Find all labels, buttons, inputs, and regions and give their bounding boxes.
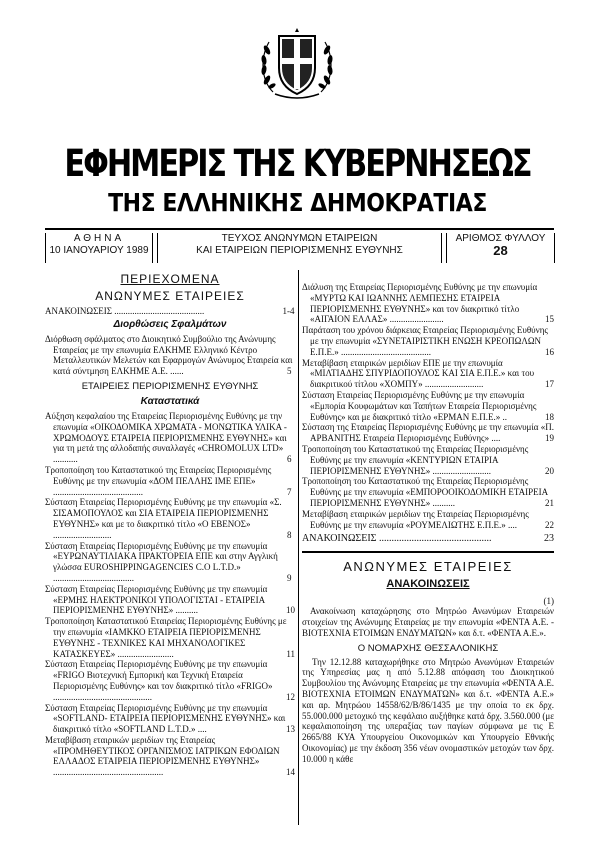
item-number: (1) — [543, 596, 554, 607]
notice-title: Ανακοίνωση καταχώρησης στο Μητρώο Ανωνύμων Εταιρειών στοιχείων της Ανώνυμης Εταιρείας με την επωνυμία «ΦΕΝΤΑ Α.Ε. - ΒΙΟΤΕΧΝΙΑ ΕΤΟΙΜΩΝ ΕΝΔΥΜΑΤΩΝ» και δ.τ. «ΦΕΝΤΑ Α.Ε.». — [302, 606, 554, 638]
toc-entry-text: Διάλυση της Εταιρείας Περιορισμένης Ευθύνης με την επωνυμία «ΜΥΡΤΩ ΚΑΙ ΙΩΑΝΝΗΣ ΛΕΜΠΕΣΗΣ ΕΤΑΙΡΕΙΑ ΠΕΡΙΟΡΙΣΜΕΝΗΣ ΕΥΘΥΝΗΣ» και τον διακριτικό τίτλο «ΑΙΓΑΙΟΝ ΕΛΛΑΣ» ........................ — [302, 282, 538, 325]
toc-entry-text: Σύσταση Εταιρείας Περιορισμένης Ευθύνης με την επωνυμία «ΕΥΡΩΝΑΥΤΙΛΙΑΚΑ ΠΡΑΚΤΟΡΕΙΑ ΕΠΕ και στην Αγγλική γλώσσα EUROSHIPPINGAGENCIES C.O L.T.D.» .................................... — [45, 540, 278, 583]
toc-entry[interactable] — [302, 422, 554, 444]
toc-entry-page: 21 — [545, 497, 554, 508]
toc-entry-page: 22 — [545, 519, 554, 530]
toc-entry[interactable] — [302, 358, 554, 390]
toc-entry-text: Σύσταση Εταιρείας Περιορισμένης Ευθύνης με την επωνυμία «FRIGO Βιοτεχνική Εμπορική και Τεχνική Εταιρεία Περιορισμένης Ευθύνης» και τον διακριτικό τίτλο «FRIGO» ............................................ — [45, 659, 273, 702]
toc-entry[interactable] — [302, 390, 554, 422]
toc-entry[interactable] — [302, 534, 554, 545]
toc-entry[interactable] — [302, 325, 554, 357]
toc-entry-text: Σύσταση Εταιρείας Περιορισμένης Ευθύνης με την επωνυμία «SOFTLAND- ΕΤΑΙΡΕΙΑ ΠΕΡΙΟΡΙΣΜΕΝΗΣ ΕΥΘΥΝΗΣ» και διακριτικό τίτλο «SOFTLAND L.T.D.» .... — [45, 702, 286, 735]
toc-entry-page: 12 — [286, 691, 295, 702]
toc-entry-text: Αύξηση κεφαλαίου της Εταιρείας Περιορισμένης Ευθύνης με την επωνυμία «ΟΙΚΟΔΟΜΙΚΑ ΧΡΩΜΑΤΑ - ΜΟΝΩΤΙΚΑ ΥΛΙΚΑ - ΧΡΩΜΟΔΟΥΣ ΕΤΑΙΡΕΙΑ ΠΕΡΙΟΡΙΣΜΕΝΗΣ ΕΥΘΥΝΗΣ» και για τη μετά της αλλοδαπής συναλλαγές «CHROMOLUX LTD» ........... — [45, 410, 287, 465]
issue-type-box — [157, 233, 442, 263]
toc-entry[interactable] — [302, 476, 554, 508]
toc-errata-heading: Διορθώσεις Σφαλμάτων — [113, 318, 227, 330]
toc-entry[interactable]: Τροποποίηση του Καταστατικού της Εταιρείας Περιορισμένης Ευθύνης με την επωνυμία «ΔΟΜ ΠΕΛΛΗΣ ΙΜΕ ΕΠΕ» ........................................ 7 — [45, 464, 292, 497]
toc-entry-text: Μεταβίβαση εταιρικών μεριδίων της Εταιρείας «ΠΡΟΜΗΘΕΥΤΙΚΟΣ ΟΡΓΑΝΙΣΜΟΣ ΙΑΤΡΙΚΩΝ ΕΦΟΔΙΩΝ ΕΛΛΑΔΟΣ ΕΤΑΙΡΕΙΑ ΠΕΡΙΟΡΙΣΜΕΝΗΣ ΕΥΘΥΝΗΣ» ................................................. — [45, 734, 280, 778]
toc-entry-text: Μεταβίβαση εταιρικών μεριδίων της Εταιρείας Περιορισμένης Ευθύνης με την επωνυμία «ΡΟΥΜΕΛΙΩΤΗΣ Ε.Π.Ε.» .... — [302, 508, 529, 530]
masthead-title: ΕΦΗΜΕΡΙΣ ΤΗΣ ΚΥΒΕΡΝΗΣΕΩΣ — [64, 142, 531, 185]
city-label: ΑΘΗΝΑ — [73, 233, 125, 244]
toc-sa-heading: ΑΝΩΝΥΜΕΣ ΕΤΑΙΡΕΙΕΣ — [95, 289, 245, 303]
toc-entry-page: 20 — [545, 465, 554, 476]
toc-entry-text: Τροποποίηση του Καταστατικού της Εταιρείας Περιορισμένης Ευθύνης με την επωνυμία «ΚΕΝΤΥΡΙΩΝ ΕΤΑΙΡΙΑ ΠΕΡΙΟΡΙΣΜΕΝΗΣ ΕΥΘΥΝΗΣ» .......................... — [302, 443, 529, 476]
section-divider — [302, 551, 554, 553]
toc-entry-page: 15 — [545, 314, 554, 325]
toc-entry[interactable]: Διόρθωση σφάλματος στο Διοικητικό Συμβούλιο της Ανώνυμης Εταιρείας με την επωνυμία ΕΛΚΗΜΕ Ελληνικό Κέντρο Μεταλλευτικών Μελετών και Εφαρμογών Ανώνυμος Εταιρεία και κατά σύντμηση ΕΛΚΗΜΕ Α.Ε. ...... 5 — [45, 333, 293, 377]
toc-entry[interactable]: Αύξηση κεφαλαίου της Εταιρείας Περιορισμένης Ευθύνης με την επωνυμία «ΟΙΚΟΔΟΜΙΚΑ ΧΡΩΜΑΤΑ - ΜΟΝΩΤΙΚΑ ΥΛΙΚΑ - ΧΡΩΜΟΔΟΥΣ ΕΤΑΙΡΕΙΑ ΠΕΡΙΟΡΙΣΜΕΝΗΣ ΕΥΘΥΝΗΣ» και για τη μετά της αλλοδαπής συναλλαγές «CHROMOLUX LTD» ........... 6 — [45, 410, 292, 465]
toc-entry[interactable] — [45, 616, 295, 659]
toc-entry-page: 18 — [545, 411, 554, 422]
toc-entry-text: ΑΝΑΚΟΙΝΩΣΕΙΣ ........................................ — [45, 306, 205, 316]
issue-type-line1: ΤΕΥΧΟΣ ΑΝΩΝΥΜΩΝ ΕΤΑΙΡΕΙΩΝ — [221, 233, 378, 244]
toc-entry-text: ΑΝΑΚΟΙΝΩΣΕΙΣ ............................................. — [302, 533, 492, 545]
masthead-subtitle: ΤΗΣ ΕΛΛΗΝΙΚΗΣ ΔΗΜΟΚΡΑΤΙΑΣ — [108, 188, 487, 217]
column-separator — [298, 270, 299, 825]
toc-entry[interactable]: Σύσταση Εταιρείας Περιορισμένης Ευθύνης με την επωνυμία «Σ. ΣΙΣΑΜΟΠΟΥΛΟΣ και ΣΙΑ ΕΤΑΙΡΕΙΑ ΠΕΡΙΟΡΙΣΜΕΝΗΣ ΕΥΘΥΝΗΣ» και με το διακριτικό τίτλο «Ο ΕΒΕΝΟΣ» .......................... 8 — [45, 497, 292, 540]
toc-entry[interactable] — [302, 282, 554, 325]
toc-entry-page: 13 — [286, 724, 295, 735]
toc-entry[interactable] — [45, 659, 295, 702]
toc-entry[interactable] — [302, 444, 554, 476]
toc-left-column — [45, 270, 295, 778]
toc-entry-text: Διόρθωση σφάλματος στο Διοικητικό Συμβούλιο της Ανώνυμης Εταιρείας με την επωνυμία ΕΛΚΗΜΕ Ελληνικό Κέντρο Μεταλλευτικών Μελετών και Εφαρμογών Ανώνυμος Εταιρεία και κατά σύντμηση ΕΛΚΗΜΕ Α.Ε. ...... — [45, 333, 293, 377]
toc-entry-page: 1-4 — [282, 306, 295, 316]
toc-entry-text: Σύσταση Εταιρείας Περιορισμένης Ευθύνης με την επωνυμία «Εμπορία Κουφωμάτων και Ταπήτων Εταιρεία Περιορισμένης Ευθύνης» και με διακριτικό τίτλο «ΕΡΜΑΝ Ε.Π.Ε.» .. — [302, 389, 537, 422]
toc-entry-text: Σύσταση Εταιρείας Περιορισμένης Ευθύνης με την επωνυμία «Σ. ΣΙΣΑΜΟΠΟΥΛΟΣ και ΣΙΑ ΕΤΑΙΡΕΙΑ ΠΕΡΙΟΡΙΣΜΕΝΗΣ ΕΥΘΥΝΗΣ» και με το διακριτικό τίτλο «Ο ΕΒΕΝΟΣ» .......................... — [45, 497, 282, 540]
section-subheading: ΑΝΑΚΟΙΝΩΣΕΙΣ — [386, 578, 470, 591]
toc-entry-page: 16 — [545, 346, 554, 357]
issue-date: 10 ΙΑΝΟΥΑΡΙΟΥ 1989 — [49, 245, 149, 256]
toc-entry[interactable]: Σύσταση Εταιρείας Περιορισμένης Ευθύνης με την επωνυμία «ΕΥΡΩΝΑΥΤΙΛΙΑΚΑ ΠΡΑΚΤΟΡΕΙΑ ΕΠΕ και στην Αγγλική γλώσσα EUROSHIPPINGAGENCIES C.O L.T.D.» .................................... 9 — [45, 540, 292, 583]
toc-entry-text: Σύσταση της Εταιρείας Περιορισμένης Ευθύνης με την επωνυμία «Π. ΑΡΒΑΝΙΤΗΣ Εταιρεία Περιορισμένης Ευθύνης» .... — [302, 422, 554, 444]
notice-body: Την 12.12.88 καταχωρήθηκε στο Μητρώο Ανωνύμων Εταιρειών της Υπηρεσίας μας η από 5.12.88 απόφαση του Διοικητικού Συμβουλίου της Ανώνυμης Εταιρείας με την επωνυμία «ΦΕΝΤΑ Α.Ε. ΒΙΟΤΕΧΝΙΑ ΕΤΟΙΜΩΝ ΕΝΔΥΜΑΤΩΝ» και δ.τ. «ΦΕΝΤΑ Α.Ε.» και αρ. Μητρώου 14558/62/Β/86/1435 με την οποία το εκ δρχ. 55.000.000 μετοχικό της κεφάλαιο αυξήθηκε κατά δρχ. 3.560.000 (με κεφαλαιοποίηση της υπεραξίας των παγίων σύμφωνα με τις Ε 2665/88 ΚΥΑ Υπουργείου Οικονομικών και Υπουργείο Εθνικής Οικονομίας) με την έκδοση 356 νέων ονομαστικών μετοχών των δρχ. 10.000 η κάθε — [302, 656, 554, 764]
issue-info-bar — [45, 233, 554, 263]
sheet-number-box — [446, 233, 555, 263]
toc-entry-text: Παράταση του χρόνου διάρκειας Εταιρείας Περιορισμένης Ευθύνης με την επωνυμία «ΣΥΝΕΤΑΙΡΙΣΤΙΚΗ ΕΝΩΣΗ ΚΡΕΟΠΩΛΩΝ Ε.Π.Ε.» ........................................ — [302, 325, 548, 357]
toc-entry[interactable] — [45, 735, 295, 778]
toc-entry-text: Σύσταση Εταιρείας Περιορισμένης Ευθύνης με την επωνυμία «ΕΡΜΗΣ ΗΛΕΚΤΡΟΝΙΚΟΙ ΥΠΟΛΟΓΙΣΤΑΙ - ΕΤΑΙΡΕΙΑ ΠΕΡΙΟΡΙΣΜΕΝΗΣ ΕΥΘΥΝΗΣ» .......... — [45, 583, 268, 616]
toc-entry-text: Τροποποίηση Καταστατικού Εταιρείας Περιορισμένης Ευθύνης με την επωνυμία «ΙΑΜΚΚΟ ΕΤΑΙΡΕΙΑ ΠΕΡΙΟΡΙΣΜΕΝΗΣ ΕΥΘΥΝΗΣ - ΤΕΧΝΙΚΕΣ ΚΑΙ ΜΗΧΑΝΟΛΟΓΙΚΕΣ ΚΑΤΑΣΚΕΥΕΣ» ......................... — [45, 616, 287, 659]
toc-heading: ΠΕΡΙΕΧΟΜΕΝΑ — [120, 272, 220, 286]
sheet-number-label: ΑΡΙΘΜΟΣ ΦΥΛΛΟΥ — [455, 233, 546, 244]
toc-entry-page: 23 — [544, 533, 554, 545]
toc-statute-heading: Καταστατικά — [140, 395, 200, 407]
toc-ltd-heading: ΕΤΑΙΡΕΙΕΣ ΠΕΡΙΟΡΙΣΜΕΝΗΣ ΕΥΘΥΝΗΣ — [81, 380, 259, 392]
toc-entry[interactable] — [45, 306, 295, 317]
date-box — [45, 233, 153, 263]
toc-entry-text: Τροποποίηση του Καταστατικού της Εταιρείας Περιορισμένης Ευθύνης με την επωνυμία «ΔΟΜ ΠΕΛΛΗΣ ΙΜΕ ΕΠΕ» ........................................ — [45, 464, 272, 497]
toc-entry-text: Τροποποίηση του Καταστατικού της Εταιρείας Περιορισμένης Ευθύνης με την επωνυμία «ΕΜΠΟΡΟΟΙΚΟΔΟΜΙΚΗ ΕΤΑΙΡΕΙΑ ΠΕΡΙΟΡΙΣΜΕΝΗΣ ΕΥΘΥΝΗΣ» .......... — [302, 476, 548, 508]
toc-entry-page: 19 — [545, 433, 554, 444]
top-rule — [45, 228, 554, 230]
toc-entry[interactable] — [302, 509, 554, 531]
toc-entry-page: 17 — [545, 379, 554, 390]
section-heading: ΑΝΩΝΥΜΕΣ ΕΤΑΙΡΕΙΕΣ — [343, 559, 513, 575]
coat-of-arms-emblem — [255, 22, 339, 106]
toc-entry[interactable] — [45, 584, 295, 616]
right-column — [302, 282, 554, 764]
toc-entry-page: 11 — [286, 648, 295, 659]
toc-entry-page: 14 — [286, 767, 295, 778]
prefecture-heading: Ο ΝΟΜΑΡΧΗΣ ΘΕΣΣΑΛΟΝΙΚΗΣ — [357, 642, 499, 654]
toc-entry-text: Μεταβίβαση εταιρικών μεριδίων ΕΠΕ με την επωνυμία «ΜΙΛΤΙΑΔΗΣ ΣΠΥΡΙΔΟΠΟΥΛΟΣ ΚΑΙ ΣΙΑ Ε.Π.Ε.» και του διακριτικού τίτλου «ΧΟΜΠΥ» .......................... — [302, 357, 535, 390]
toc-entry-page: 10 — [286, 605, 295, 616]
issue-type-line2: ΚΑΙ ΕΤΑΙΡΕΙΩΝ ΠΕΡΙΟΡΙΣΜΕΝΗΣ ΕΥΘΥΝΗΣ — [196, 245, 403, 256]
toc-entry[interactable] — [45, 703, 295, 735]
sheet-number: 28 — [493, 243, 508, 258]
